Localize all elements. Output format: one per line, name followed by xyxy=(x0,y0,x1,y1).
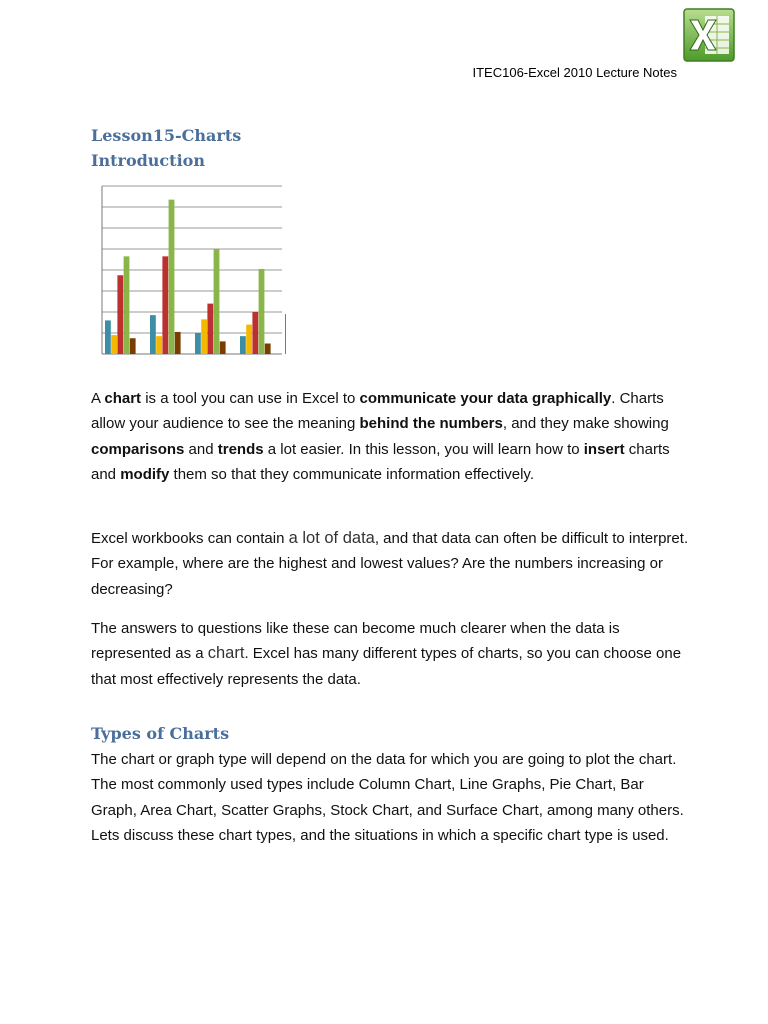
bar-2-4 xyxy=(246,325,252,354)
excel-icon xyxy=(683,8,735,62)
types-paragraph: The chart or graph type will depend on the data for which you are going to plot the chart. The most commonly used types include Column Chart, Line Graphs, Pie Chart, Bar Graph, Area Chart, Scatter Graphs, Stock Chart, and Surface Chart, among many others. Lets discuss these chart types, and the situations in which a specific chart type is used. xyxy=(91,751,684,844)
bar-3-4 xyxy=(252,312,258,354)
bar-4-2 xyxy=(169,200,175,354)
bar-2-2 xyxy=(156,336,162,354)
bar-5-2 xyxy=(175,332,181,354)
data-paragraph: Excel workbooks can contain a lot of data, and that data can often be difficult to interpret. For example, where are the highest and lowest values? Are the numbers increasing or decreasing? xyxy=(91,529,689,598)
bar-5-3 xyxy=(220,341,226,354)
chart-term: chart xyxy=(104,390,142,407)
bar-2-3 xyxy=(201,319,207,354)
bar-5-4 xyxy=(265,344,271,355)
bar-5-1 xyxy=(130,338,136,354)
bar-1-4 xyxy=(240,336,246,354)
bar-3-2 xyxy=(162,256,168,354)
bar-3-3 xyxy=(207,304,213,354)
bar-2-1 xyxy=(111,335,117,354)
lesson-heading: Lesson15-Charts xyxy=(91,126,242,145)
bar-4-1 xyxy=(124,256,130,354)
bar-4-3 xyxy=(214,249,220,354)
bar-1-2 xyxy=(150,315,156,354)
intro-paragraph: A chart is a tool you can use in Excel to communicate your data graphically. Charts allow your audience to see the meaning behind the numbers, and they make showing comparisons and trends a lot easier. In this lesson, you will learn how to insert charts and modify them so that they communicate information effectively. xyxy=(91,390,670,483)
header-note: ITEC106-Excel 2010 Lecture Notes xyxy=(472,65,677,80)
intro-heading: Introduction xyxy=(91,151,205,170)
bar-3-1 xyxy=(117,275,123,354)
bar-4-4 xyxy=(259,269,265,354)
bar-1-1 xyxy=(105,320,111,354)
bar-1-3 xyxy=(195,333,201,354)
bar-extra xyxy=(285,314,286,354)
types-heading: Types of Charts xyxy=(91,724,230,743)
answers-paragraph: The answers to questions like these can become much clearer when the data is represented as a chart. Excel has many different types of charts, so you can choose one that most effectively represents the data. xyxy=(91,620,682,688)
column-chart xyxy=(90,184,286,360)
